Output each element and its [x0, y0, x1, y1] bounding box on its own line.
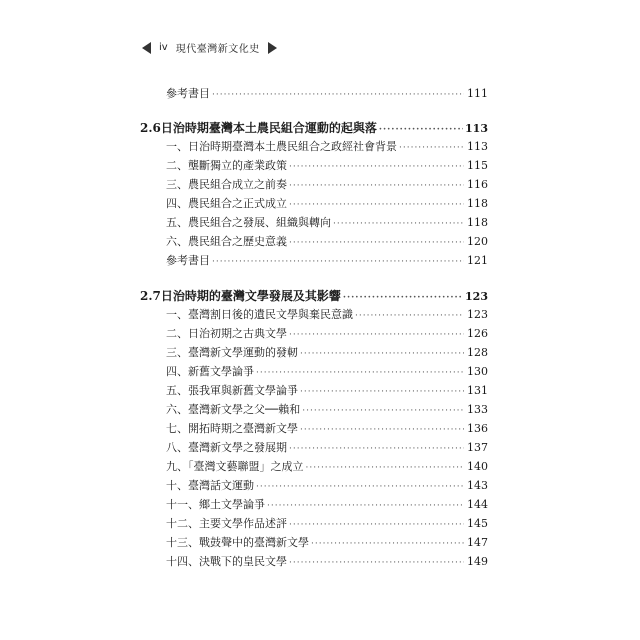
entry-label: 三、臺灣新文學運動的發軔	[166, 346, 298, 359]
entry-label: 六、臺灣新文學之父──賴和	[166, 403, 301, 416]
leader-dots	[289, 554, 464, 572]
leader-dots	[311, 535, 464, 553]
right-triangle-icon	[268, 42, 277, 54]
leader-dots	[289, 516, 464, 534]
leader-dots	[333, 215, 464, 233]
entry-page: 128	[467, 346, 488, 359]
entry-label: 三、農民組合成立之前奏	[166, 178, 287, 191]
entry-label: 二、壟斷獨立的產業政策	[166, 159, 287, 172]
entry-label: 十四、決戰下的皇民文學	[166, 555, 287, 568]
entry-page: 145	[467, 517, 488, 530]
entry-page: 120	[467, 235, 488, 248]
leader-dots	[289, 196, 464, 214]
entry-page: 126	[467, 327, 488, 340]
entry-label: 七、開拓時期之臺灣新文學	[166, 422, 298, 435]
entry-label: 一、臺灣割日後的遺民文學與棄民意識	[166, 308, 353, 321]
page-number: iv	[159, 42, 168, 53]
section-heading-2-6	[140, 119, 488, 137]
toc-entry	[140, 382, 488, 400]
toc-entry	[140, 176, 488, 194]
toc-entry	[140, 214, 488, 232]
toc-entry	[140, 401, 488, 419]
entry-page: 130	[467, 365, 488, 378]
entry-page: 136	[467, 422, 488, 435]
leader-dots	[289, 440, 464, 458]
leader-dots	[289, 326, 464, 344]
toc-entry	[140, 344, 488, 362]
toc-entry	[140, 420, 488, 438]
entry-page: 123	[467, 308, 488, 321]
left-triangle-icon	[142, 42, 151, 54]
section-title: 日治時期臺灣本土農民組合運動的起與落	[160, 121, 377, 135]
entry-page: 133	[467, 403, 488, 416]
leader-dots	[289, 234, 464, 252]
toc-entry	[140, 439, 488, 457]
entry-page: 121	[467, 254, 488, 267]
leader-dots	[355, 307, 464, 325]
leader-dots	[300, 345, 464, 363]
entry-page: 144	[467, 498, 488, 511]
toc-entry	[140, 157, 488, 175]
entry-page: 113	[467, 140, 488, 153]
entry-label: 九、「臺灣文藝聯盟」之成立	[166, 460, 304, 473]
leader-dots	[306, 459, 465, 477]
toc-entry	[140, 325, 488, 343]
entry-label: 一、日治時期臺灣本土農民組合之政經社會背景	[166, 140, 397, 153]
leader-dots	[300, 421, 464, 439]
leader-dots	[399, 139, 464, 157]
running-header	[142, 40, 277, 55]
entry-page: 116	[467, 178, 488, 191]
leader-dots	[300, 383, 464, 401]
entry-label: 十一、鄉土文學論爭	[166, 498, 265, 511]
entry-page: 115	[467, 159, 488, 172]
entry-label: 八、臺灣新文學之發展期	[166, 441, 287, 454]
entry-label: 十二、主要文學作品述評	[166, 517, 287, 530]
entry-label: 十三、戰鼓聲中的臺灣新文學	[166, 536, 309, 549]
toc-entry	[140, 195, 488, 213]
toc-entry	[140, 363, 488, 381]
entry-page: 118	[467, 197, 488, 210]
entry-page: 147	[467, 536, 488, 549]
entry-label: 六、農民組合之歷史意義	[166, 235, 287, 248]
leader-dots	[289, 158, 464, 176]
toc-entry	[140, 458, 488, 476]
leader-dots	[267, 497, 464, 515]
entry-label: 二、日治初期之古典文學	[166, 327, 287, 340]
toc-entry	[140, 252, 488, 270]
entry-label: 四、新舊文學論爭	[166, 365, 254, 378]
entry-label: 五、農民組合之發展、組織與轉向	[166, 216, 331, 229]
section-page: 123	[465, 290, 488, 303]
leader-dots	[212, 86, 464, 104]
leader-dots	[289, 177, 464, 195]
entry-page: 140	[467, 460, 488, 473]
section-page: 113	[465, 122, 488, 135]
toc-entry	[140, 496, 488, 514]
toc-entry	[140, 85, 488, 103]
entry-page: 111	[467, 87, 488, 100]
entry-page: 143	[467, 479, 488, 492]
leader-dots	[302, 402, 464, 420]
section-number: 2.7	[140, 289, 161, 303]
toc-entry	[140, 233, 488, 251]
leader-dots	[256, 478, 464, 496]
book-title: 現代臺灣新文化史	[175, 44, 260, 55]
entry-label: 五、張我軍與新舊文學論爭	[166, 384, 298, 397]
leader-dots	[343, 289, 463, 307]
leader-dots	[379, 121, 463, 139]
toc-entry	[140, 534, 488, 552]
entry-label: 參考書目	[166, 254, 210, 267]
leader-dots	[212, 253, 464, 271]
entry-page: 137	[467, 441, 488, 454]
section-number: 2.6	[140, 121, 161, 135]
toc-entry	[140, 553, 488, 571]
entry-label: 十、臺灣話文運動	[166, 479, 254, 492]
section-heading-2-7	[140, 287, 488, 305]
toc-entry	[140, 138, 488, 156]
toc-entry	[140, 306, 488, 324]
entry-page: 118	[467, 216, 488, 229]
leader-dots	[256, 364, 464, 382]
toc-entry	[140, 477, 488, 495]
entry-page: 131	[467, 384, 488, 397]
entry-page: 149	[467, 555, 488, 568]
entry-label: 參考書目	[166, 87, 210, 100]
section-title: 日治時期的臺灣文學發展及其影響	[160, 289, 341, 303]
entry-label: 四、農民組合之正式成立	[166, 197, 287, 210]
toc-entry	[140, 515, 488, 533]
